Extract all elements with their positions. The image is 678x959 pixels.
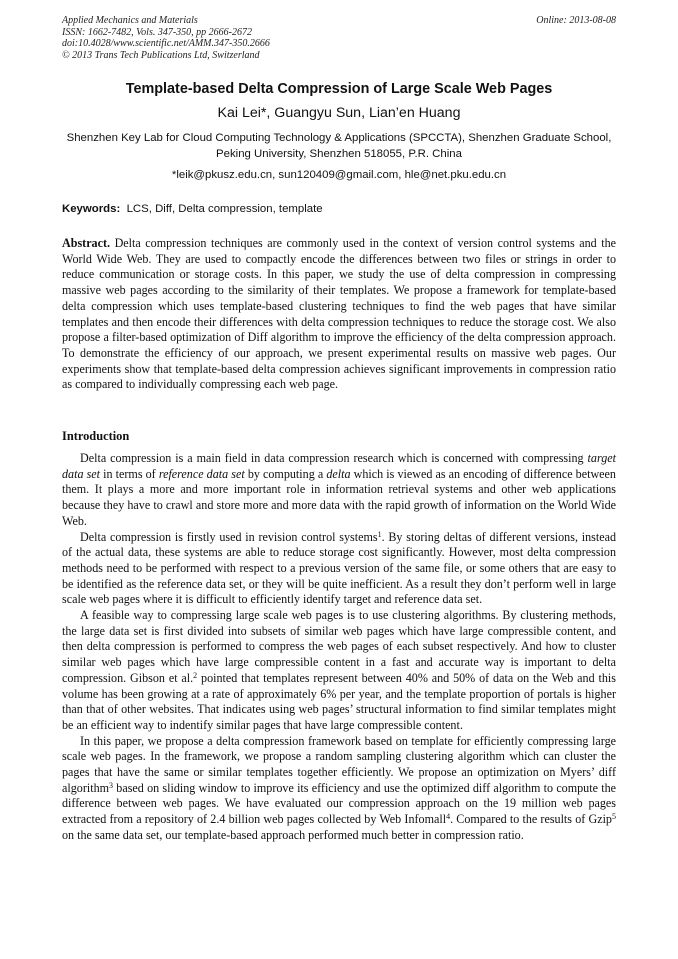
issn-line: ISSN: 1662-7482, Vols. 347-350, pp 2666-2672 <box>62 26 252 38</box>
keywords-label: Keywords: <box>62 203 121 215</box>
journal-header <box>62 15 616 61</box>
citation-ref: 1 <box>377 529 382 539</box>
abstract-text: Delta compression techniques are commonly used in the context of version control systems and the World Wide Web. They are used to compactly encode the differences between two files or strings in order to reduce communication or storage costs. In this paper, we study the use of delta compression in compressing massive web pages according to the similarity of their templates. We propose a framework for template-based delta compression which uses template-based clustering techniques to find the web pages that have similar templates and then encode their differences with delta compression techniques to reduce the storage cost. We also propose a filter-based optimization of Diff algorithm to improve the efficiency of the delta compression approach. To demonstrate the efficiency of our approach, we present experimental results on massive web pages. Our experiments show that template-based delta compression achieves significant improvements in compression ratio as compared to individually compressing each web page. <box>62 236 616 392</box>
keywords <box>62 202 616 216</box>
emphasis: delta <box>326 466 351 481</box>
text-run: pointed that templates represent between 40% and 50% of data on the Web and this volume has been growing at a rate of approximately 6% per year, and the template proportion of portals is higher than that of other websites. That indicates using web pages’ structural information to find similar templates might be an efficient way to indentify similar pages that have large compressible content. <box>62 670 616 732</box>
text-run: on the same data set, our template-based approach performed much better in compression ratio. <box>62 827 524 842</box>
paragraph <box>62 530 616 609</box>
paper-title: Template-based Delta Compression of Large Scale Web Pages <box>125 81 553 97</box>
text-run: based on sliding window to improve its efficiency and use the optimized diff algorithm to compute the difference between web pages. We have evaluated our compression approach on the 19 million web pages extracted from a repository of 2.4 billion web pages collected by Web Infomall <box>62 780 616 827</box>
text-run: . By storing deltas of different versions, instead of the actual data, these systems are able to reduce storage cost significantly. However, most delta compression methods need to be performed with respect to a previous version of the same file, or some others that are easy to be identified as the reference data set, or they will be quite inefficient. As a result they don’t perform well in large scale web pages where it is difficult to efficiently identify target and reference data set. <box>62 529 616 607</box>
text-run: In this paper, we propose a delta compression framework based on template for efficiently compressing large scale web pages. In the framework, we propose a random sampling clustering algorithm which can cluster the pages that have the same or similar templates together efficiently. We propose an optimization on Myers’ diff algorithm <box>62 733 616 795</box>
emphasis: reference data set <box>158 466 245 481</box>
section-heading-introduction: Introduction <box>62 429 130 443</box>
abstract-label: Abstract. <box>62 236 111 250</box>
emphasis: target data set <box>62 451 616 481</box>
text-run: Delta compression is a main field in data compression research which is concerned with compressing <box>80 451 588 465</box>
text-run: A feasible way to compressing large scale web pages is to use clustering algorithms. By clustering methods, the large data set is first divided into subsets of similar web pages which have large compressible content, and then delta compression is performed to compress the web pages of each subset respectively. And how to cluster similar web pages which have large compressible content in a fast and accurate way is important to delta compression. Gibson et al. <box>62 608 616 685</box>
online-date: Online: 2013-08-08 <box>536 15 616 26</box>
text-run: Delta compression is firstly used in revision control systems <box>80 529 378 544</box>
journal-name: Applied Mechanics and Materials <box>62 15 198 26</box>
paragraph <box>62 608 616 734</box>
text-run: which is viewed as an encoding of difference between them. It plays a more and more important role in information retrieval systems and other web applications because they have to crawl and store more and more data with the rapid growth of information on the World Wide Web. <box>62 466 616 528</box>
citation-ref: 3 <box>109 780 114 790</box>
text-run: by computing a <box>244 466 327 481</box>
citation-ref: 2 <box>193 670 198 680</box>
citation-ref: 4 <box>446 812 451 822</box>
copyright-line: © 2013 Trans Tech Publications Ltd, Switzerland <box>62 49 260 61</box>
keywords-text: LCS, Diff, Delta compression, template <box>126 203 323 215</box>
introduction-body <box>62 451 616 844</box>
text-run: in terms of <box>100 466 159 481</box>
text-run: . Compared to the results of Gzip <box>450 812 612 827</box>
abstract <box>62 236 616 393</box>
paragraph <box>62 451 616 530</box>
doi-line: doi:10.4028/www.scientific.net/AMM.347-350.2666 <box>62 38 270 49</box>
author-list: Kai Lei*, Guangyu Sun, Lian’en Huang <box>217 105 461 121</box>
citation-ref: 5 <box>611 812 616 822</box>
author-emails: *leik@pkusz.edu.cn, sun120409@gmail.com, hle@net.pku.edu.cn <box>171 169 507 181</box>
paragraph <box>62 734 616 844</box>
affiliation: Shenzhen Key Lab for Cloud Computing Technology & Applications (SPCCTA), Shenzhen Graduate School, Peking University, Shenzhen 518055, P.R. China <box>66 132 612 160</box>
